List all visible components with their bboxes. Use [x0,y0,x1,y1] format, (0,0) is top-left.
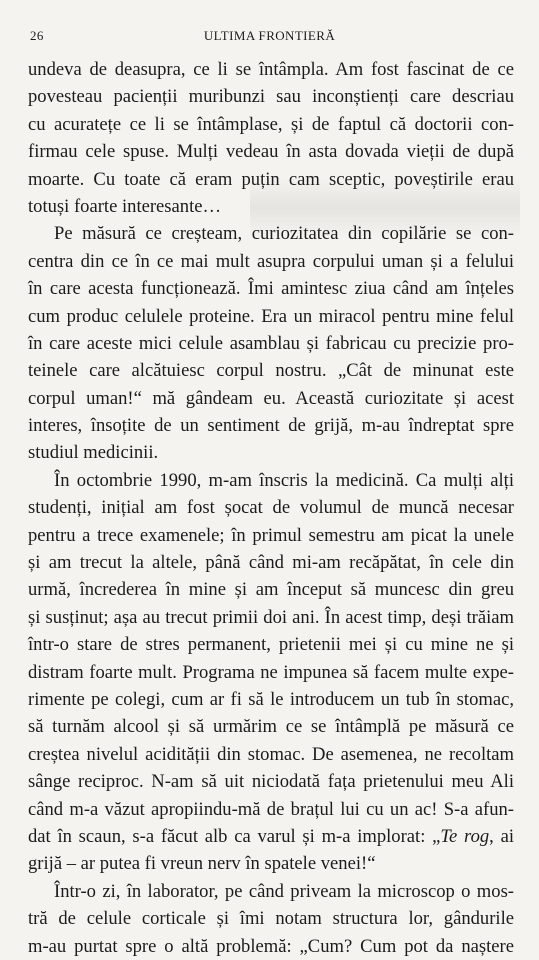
italic-phrase: Te rog [440,825,490,847]
text-line: să turnăm alcool și să urmărim ce se întâmplă pe măsură ce [28,716,514,738]
text-line: când m-a văzut apropiindu-mă de brațul lui cu un ac! S-a afun- [28,798,514,820]
text-line: undeva de deasupra, ce li se întâmpla. Am fost fascinat de ce [28,59,514,80]
text-line: urmă, încrederea în mine și am început să muncesc din greu [28,579,514,601]
text-line: sânge reciproc. N-am să uit niciodată fața prietenului meu Ali [28,771,514,793]
text-line: teinele care alcătuiesc corpul nostru. „Cât de minunat este [28,360,514,382]
running-header [30,28,509,48]
paragraph-start-line: În octombrie 1990, m-am înscris la medicină. Ca mulți alți [54,469,514,491]
text-line: m-au purtat spre o altă problemă: „Cum? Cum pot da naștere [28,935,514,957]
text-line: cu acuratețe ce li se întâmplase, și de faptul că doctorii con- [28,113,514,135]
text-line: distram foarte mult. Programa ne impunea să facem multe expe- [28,661,514,683]
paragraph-start-line: Într-o zi, în laborator, pe când priveam la microscop o mos- [54,880,514,902]
text-line: interes, însoțite de un sentiment de grijă, m-au îndreptat spre [28,415,514,437]
text-line: totuși foarte interesante… [28,195,222,217]
text-line: moarte. Cu toate că eram puțin cam sceptic, poveștirile erau [28,168,514,190]
text-line: grijă – ar putea fi vreun nerv în spatele venei!“ [28,853,376,875]
body-text [28,56,514,960]
text-line: creștea nivelul acidității din stomac. De asemenea, ne recoltam [28,743,514,765]
text-line: studenți, inițial am fost șocat de volumul de muncă necesar [28,497,514,519]
text-line: și am trecut la altele, până când mi-am recăpătat, în cele din [28,552,514,574]
page-number: 26 [30,28,44,43]
running-title: ULTIMA FRONTIERĂ [203,28,336,43]
text-line: pentru a trece examenele; în primul semestru am picat la unele [28,524,514,546]
paragraph-start-line: Pe măsură ce creșteam, curiozitatea din copilărie se con- [54,223,514,245]
text-line: în care acesta funcționează. Îmi amintesc ziua când am înțeles [28,278,514,300]
text-segment: , ai [489,825,514,847]
text-line: studiul medicinii. [28,442,159,464]
text-segment: dat în scaun, s-a făcut alb ca varul și m-a implorat: „ [28,825,441,847]
text-line: povesteau pacienții muribunzi sau inconștienți care descriau [28,86,514,108]
text-line-with-italic [28,823,514,850]
text-line: cum produc celulele proteine. Era un miracol pentru mine felul [28,305,514,327]
text-line: și susținut; așa au trecut primii doi ani. În acest timp, deși trăiam [28,606,514,628]
text-line: rimente pe colegi, cum ar fi să le introducem un tub în stomac, [28,688,514,710]
text-line: în care aceste mici celule asamblau și fabricau cu precizie pro- [28,332,514,354]
text-line: într-o stare de stres permanent, prietenii mei și cu mine ne și [28,634,514,656]
text-line: tră de celule corticale și îmi notam structura lor, gândurile [28,908,514,930]
text-line: firmau cele spuse. Mulți vedeau în asta dovada vieții de după [28,141,514,163]
text-line: centra din ce în ce mai mult asupra corpului uman și a felului [28,250,514,272]
text-line: corpul uman!“ mă gândeam eu. Această curiozitate și acest [28,387,514,409]
